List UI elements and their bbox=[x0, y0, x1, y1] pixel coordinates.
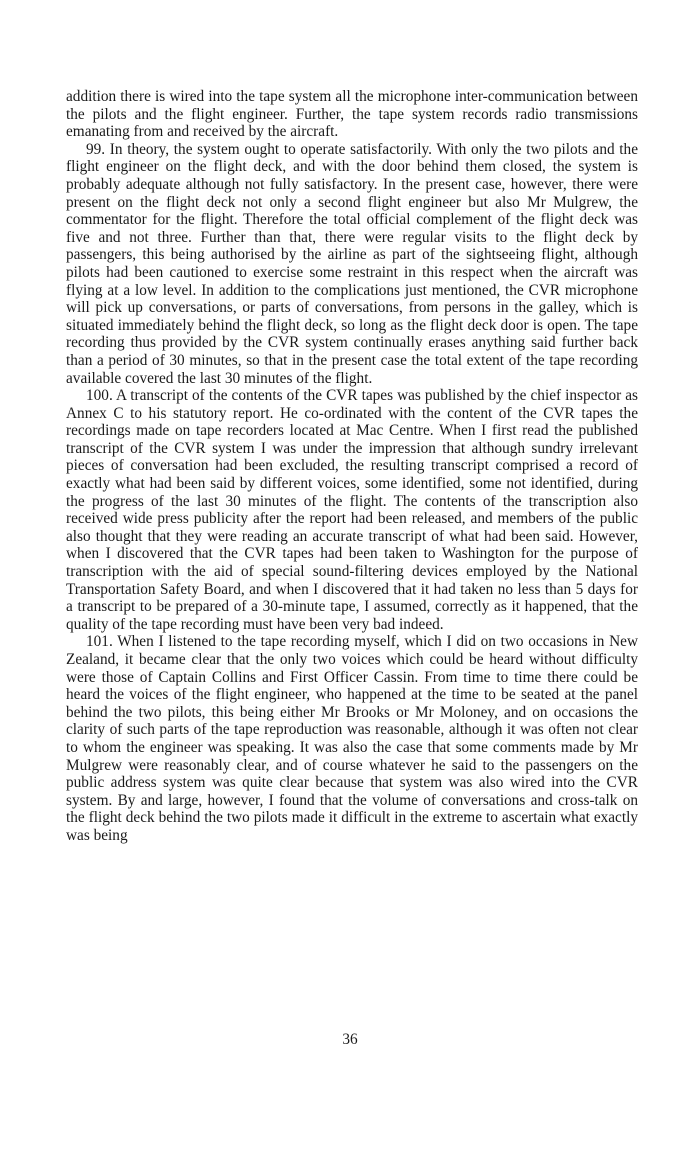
paragraph-100: 100. A transcript of the contents of the CVR tapes was published by the chief inspector as Annex C to his statutory report. He co-ordinated with the content of the CVR tapes the recordings made on tape recorders located at Mac Centre. When I first read the published transcript of the CVR system I was under the impression that although sundry irrelevant pieces of conversation had been excluded, the resulting transcript comprised a record of exactly what had been said by different voices, some identified, some not identified, during the progress of the last 30 minutes of the flight. The contents of the transcription also received wide press publicity after the report had been released, and members of the public also thought that they were reading an accurate transcript of what had been said. However, when I discovered that the CVR tapes had been taken to Washington for the purpose of transcription with the aid of special sound-filtering devices employed by the National Transportation Safety Board, and when I discovered that it had taken no less than 5 days for a transcript to be prepared of a 30-minute tape, I assumed, correctly as it happened, that the quality of the tape recording must have been very bad indeed. bbox=[66, 387, 638, 633]
page-number: 36 bbox=[342, 1031, 358, 1048]
paragraph-continuation: addition there is wired into the tape system all the microphone inter-communication between the pilots and the flight engineer. Further, the tape system records radio transmissions emanating from and received by the aircraft. bbox=[66, 88, 638, 141]
document-body bbox=[66, 88, 638, 845]
paragraph-101: 101. When I listened to the tape recording myself, which I did on two occasions in New Zealand, it became clear that the only two voices which could be heard without difficulty were those of Captain Collins and First Officer Cassin. From time to time there could be heard the voices of the flight engineer, who happened at the time to be seated at the panel behind the two pilots, this being either Mr Brooks or Mr Moloney, and on occasions the clarity of such parts of the tape reproduction was reasonable, although it was often not clear to whom the engineer was speaking. It was also the case that some comments made by Mr Mulgrew were reasonably clear, and of course whatever he said to the passengers on the public address system was quite clear because that system was also wired into the CVR system. By and large, however, I found that the volume of conversations and cross-talk on the flight deck behind the two pilots made it difficult in the extreme to ascertain what exactly was being bbox=[66, 633, 638, 844]
paragraph-99: 99. In theory, the system ought to operate satisfactorily. With only the two pilots and the flight engineer on the flight deck, and with the door behind them closed, the system is probably adequate although not fully satisfactory. In the present case, however, there were present on the flight deck not only a second flight engineer but also Mr Mulgrew, the commentator for the flight. Therefore the total official complement of the flight deck was five and not three. Further than that, there were regular visits to the flight deck by passengers, this being authorised by the airline as part of the sightseeing flight, although pilots had been cautioned to exercise some restraint in this respect when the aircraft was flying at a low level. In addition to the complications just mentioned, the CVR microphone will pick up conversations, or parts of conversations, from persons in the galley, which is situated immediately behind the flight deck, so long as the flight deck door is open. The tape recording thus provided by the CVR system continually erases anything said further back than a period of 30 minutes, so that in the present case the total extent of the tape recording available covered the last 30 minutes of the flight. bbox=[66, 140, 638, 387]
